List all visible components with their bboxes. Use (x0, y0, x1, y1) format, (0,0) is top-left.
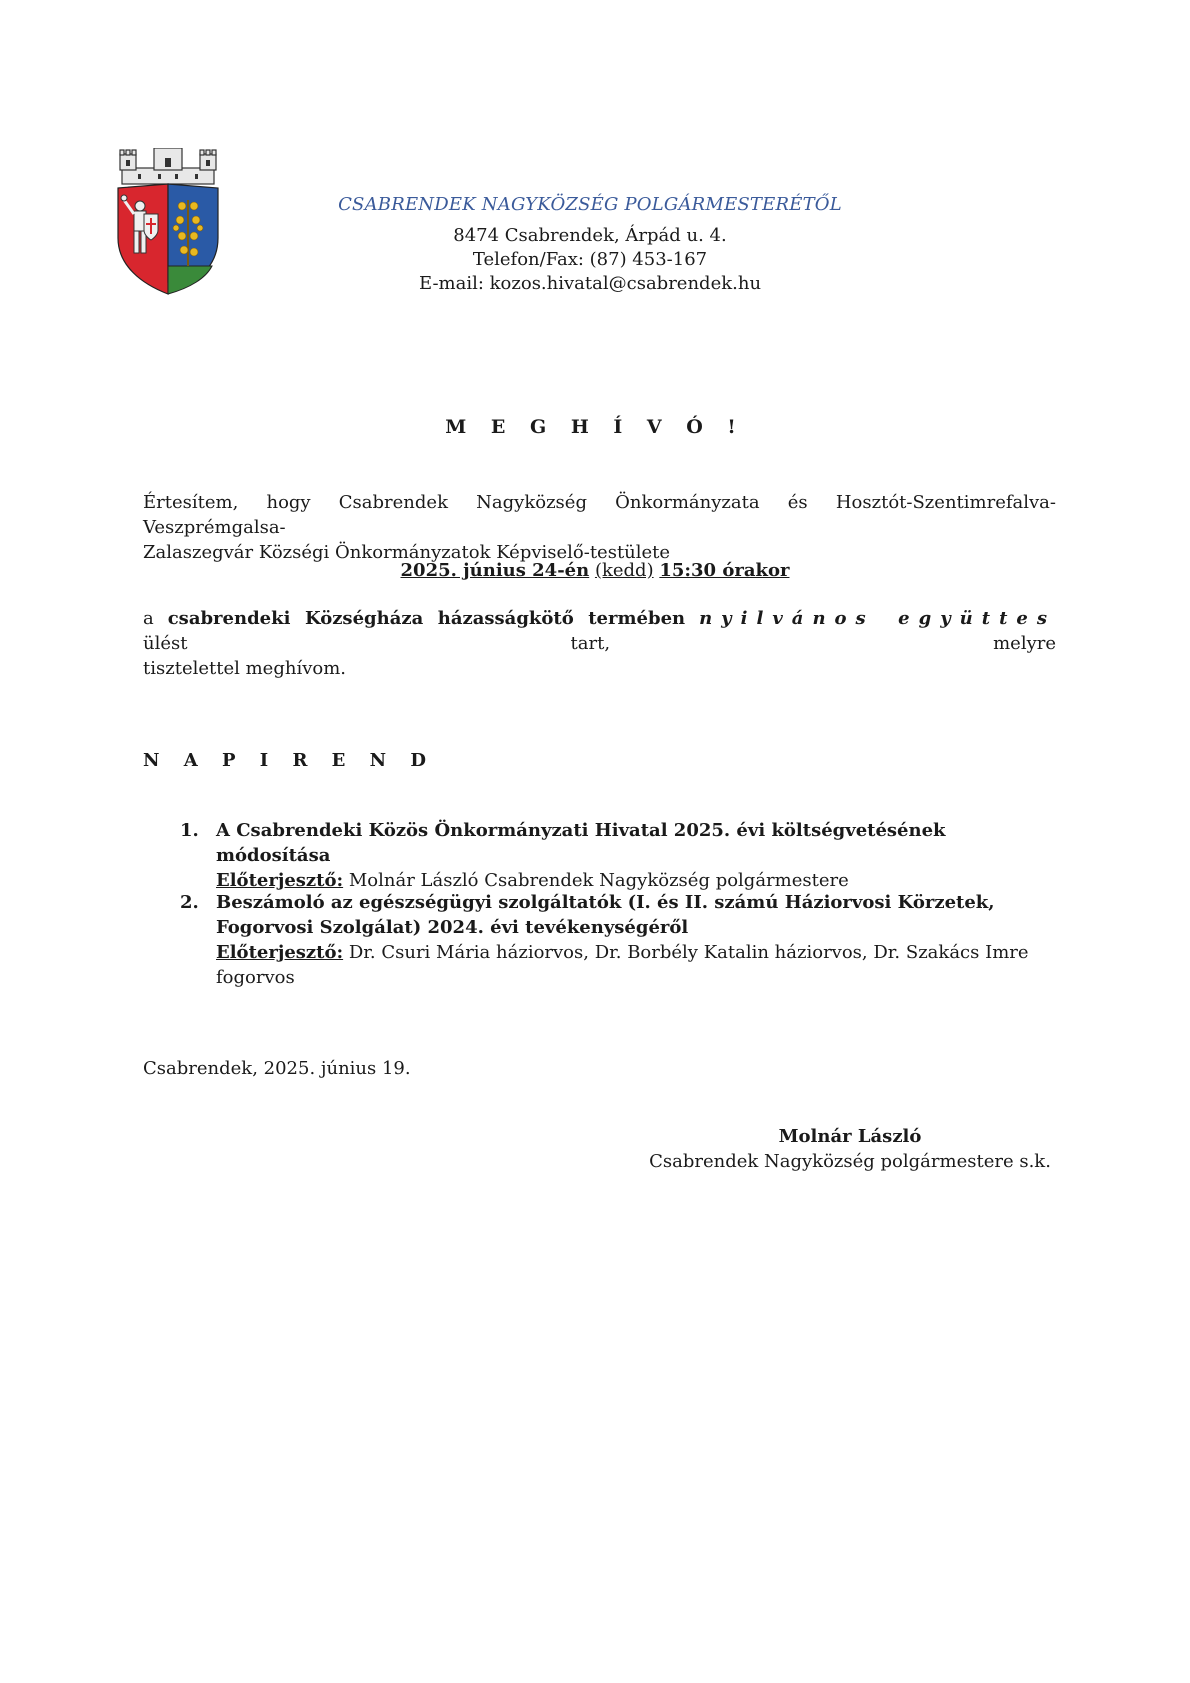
intro-paragraph (143, 490, 1056, 565)
venue-line-1 (143, 606, 1056, 656)
office-email: E-mail: kozos.hivatal@csabrendek.hu (418, 273, 762, 294)
meeting-date: 2025. június 24-én (400, 560, 590, 581)
agenda-item-number: 1. (180, 820, 199, 841)
coat-of-arms-icon (112, 148, 224, 296)
venue-prefix: a (143, 608, 154, 629)
agenda-item-title: Beszámoló az egészségügyi szolgáltatók (I. és II. számú Háziorvosi Körzetek, Fogorvosi Szolgálat) 2024. évi tevékenységéről (216, 892, 995, 938)
venue-suffix: ülést tart, melyre (143, 633, 1056, 654)
meeting-type: nyilvános együttes (699, 608, 1056, 629)
office-address: 8474 Csabrendek, Árpád u. 4. (453, 225, 727, 246)
presenter-label: Előterjesztő: (216, 870, 344, 891)
presenter-name: Dr. Csuri Mária háziorvos, Dr. Borbély Katalin háziorvos, Dr. Szakács Imre fogorvos (216, 942, 1029, 988)
meeting-day: (kedd) (594, 560, 654, 581)
agenda-item-number: 2. (180, 892, 199, 913)
agenda-item (180, 890, 1060, 990)
presenter-label: Előterjesztő: (216, 942, 344, 963)
signatory-name: Molnár László (778, 1126, 922, 1147)
place-and-date: Csabrendek, 2025. június 19. (143, 1058, 411, 1079)
office-name: CSABRENDEK NAGYKÖZSÉG POLGÁRMESTERÉTŐL (338, 194, 842, 215)
presenter-name: Molnár László Csabrendek Nagyközség polgármestere (348, 870, 849, 891)
venue-line-2: tisztelettel meghívom. (143, 658, 346, 679)
signatory-title: Csabrendek Nagyközség polgármestere s.k. (649, 1151, 1051, 1172)
meeting-time: 15:30 órakor (659, 560, 790, 581)
agenda-heading: N A P I R E N D (143, 750, 435, 771)
intro-line-1: Értesítem, hogy Csabrendek Nagyközség Önkormányzata és Hosztót-Szentimrefalva-Veszprémgalsa- (143, 492, 1056, 538)
office-phone: Telefon/Fax: (87) 453-167 (472, 249, 708, 270)
agenda-item-title: A Csabrendeki Közös Önkormányzati Hivatal 2025. évi költségvetésének módosítása (216, 820, 946, 866)
intro-line-2: Zalaszegvár Községi Önkormányzatok Képviselő-testülete (143, 542, 671, 563)
document-title: M E G H Í V Ó ! (445, 416, 745, 438)
venue-place: csabrendeki Községháza házasságkötő termében (167, 608, 686, 629)
agenda-item (180, 818, 1060, 893)
meeting-date-line (0, 560, 1190, 581)
venue-paragraph (143, 606, 1056, 681)
